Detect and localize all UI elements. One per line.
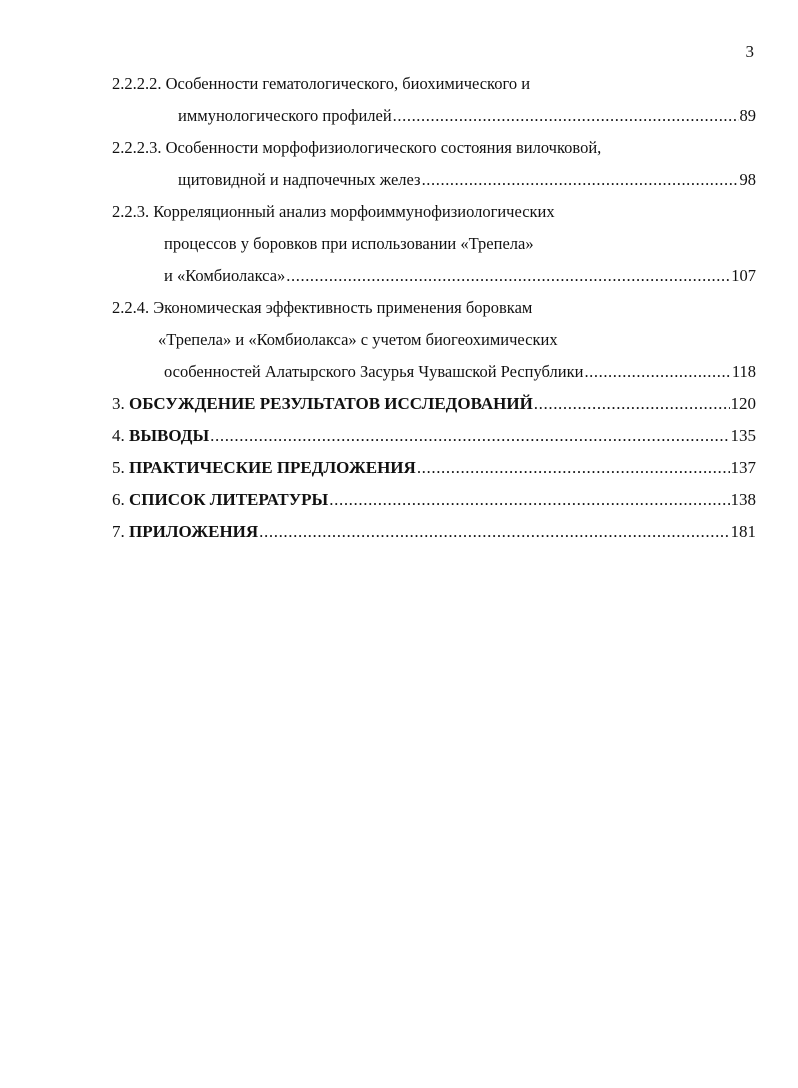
dot-leader: [329, 490, 729, 510]
chapter-number: 3.: [112, 394, 125, 413]
toc-chapter: [112, 522, 756, 542]
toc-line: [164, 362, 756, 382]
chapter-number: 7.: [112, 522, 125, 541]
toc-entry-text: щитовидной и надпочечных желез: [178, 170, 421, 189]
toc-entry-text: «Трепела» и «Комбиолакса» с учетом биогеохимических: [158, 330, 558, 349]
toc-page-ref: 181: [730, 522, 756, 541]
toc-entry-text: особенностей Алатырского Засурья Чувашской Республики: [164, 362, 584, 381]
toc-entry-text: 2.2.2.3. Особенности морфофизиологического состояния вилочковой,: [112, 138, 602, 157]
chapter-number: 5.: [112, 458, 125, 477]
toc-page-ref: 98: [739, 170, 756, 189]
toc-line: [178, 170, 756, 190]
chapter-number: 6.: [112, 490, 125, 509]
dot-leader: [584, 362, 730, 382]
chapter-title: ВЫВОДЫ: [129, 426, 210, 445]
toc-chapter: [112, 490, 756, 510]
dot-leader: [417, 458, 730, 478]
toc-line: [112, 138, 601, 158]
page-number: 3: [745, 42, 754, 61]
toc-page-ref: 118: [731, 362, 756, 381]
dot-leader: [534, 394, 730, 414]
toc-page-ref: 137: [730, 458, 756, 477]
toc-line: [178, 106, 756, 126]
dot-leader: [210, 426, 729, 446]
toc-line: [112, 202, 555, 222]
toc-entry-text: процессов у боровков при использовании «Трепела»: [164, 234, 534, 253]
dot-leader: [259, 522, 729, 542]
chapter-number: 4.: [112, 426, 125, 445]
toc-entry-text: 2.2.3. Корреляционный анализ морфоиммунофизиологических: [112, 202, 555, 221]
toc-chapter: [112, 394, 756, 414]
toc-page-ref: 138: [730, 490, 756, 509]
toc-line: [158, 330, 558, 350]
toc-page-ref: 135: [730, 426, 756, 445]
chapter-title: ОБСУЖДЕНИЕ РЕЗУЛЬТАТОВ ИССЛЕДОВАНИЙ: [129, 394, 533, 413]
toc-entry-text: 2.2.4. Экономическая эффективность применения боровкам: [112, 298, 533, 317]
toc-page-ref: 89: [739, 106, 756, 125]
dot-leader: [422, 170, 739, 190]
dot-leader: [393, 106, 739, 126]
toc-entry-text: 2.2.2.2. Особенности гематологического, биохимического и: [112, 74, 531, 93]
toc-line: [112, 298, 532, 318]
toc-entry-text: и «Комбиолакса»: [164, 266, 286, 285]
dot-leader: [286, 266, 730, 286]
chapter-title: ПРИЛОЖЕНИЯ: [129, 522, 259, 541]
toc-chapter: [112, 458, 756, 478]
toc-chapter: [112, 426, 756, 446]
toc-line: [164, 234, 534, 254]
toc-page-ref: 107: [731, 266, 756, 285]
toc-entry-text: иммунологического профилей: [178, 106, 392, 125]
toc-page-ref: 120: [730, 394, 756, 413]
chapter-title: ПРАКТИЧЕСКИЕ ПРЕДЛОЖЕНИЯ: [129, 458, 416, 477]
chapter-title: СПИСОК ЛИТЕРАТУРЫ: [129, 490, 329, 509]
toc-line: [164, 266, 756, 286]
toc-line: [112, 74, 530, 94]
